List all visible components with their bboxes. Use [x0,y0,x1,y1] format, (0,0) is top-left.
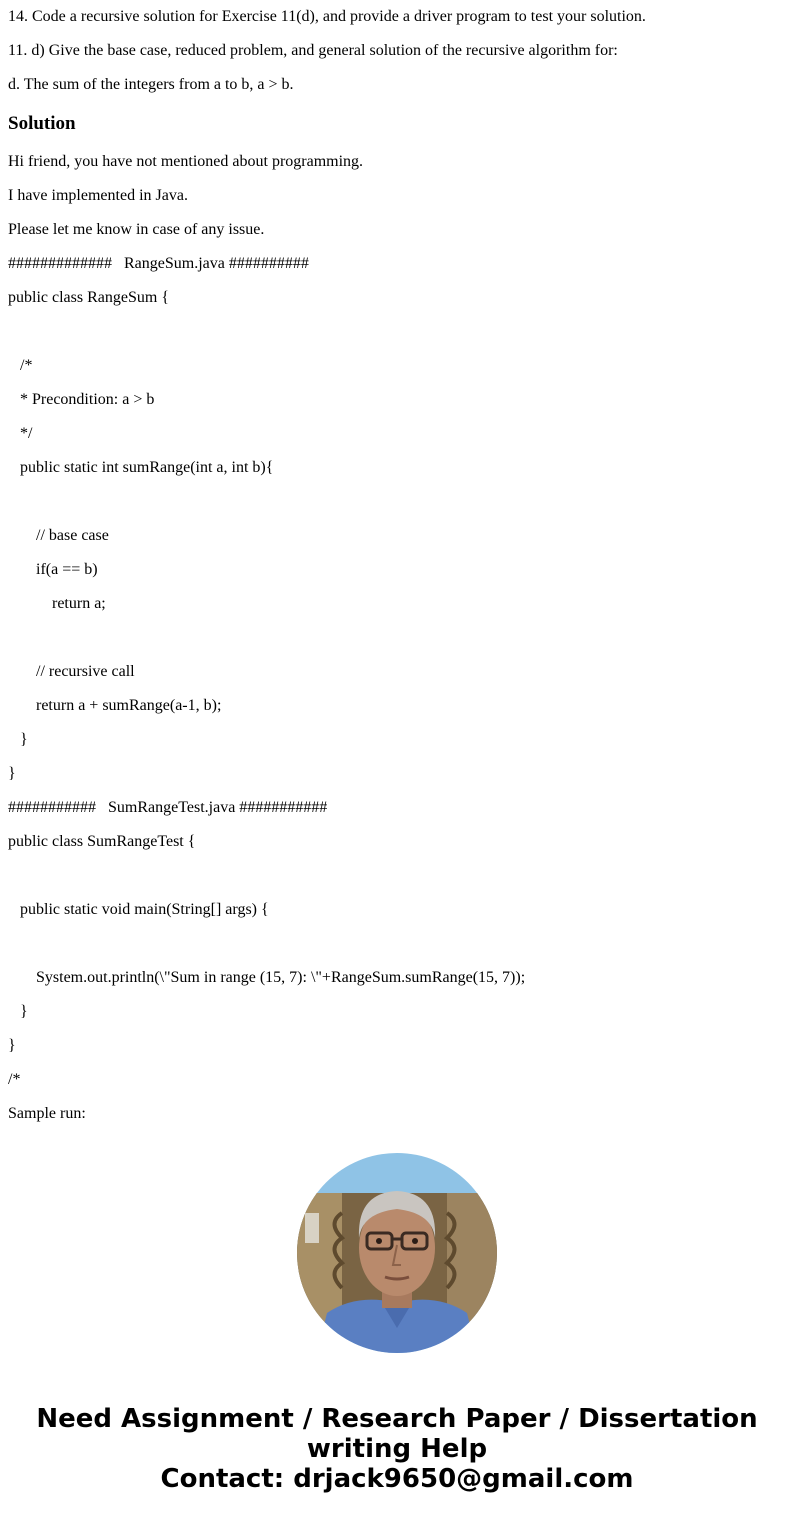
intro-line-2: I have implemented in Java. [8,187,188,204]
code-line: public class RangeSum { [8,289,169,306]
code-line: } [8,765,16,782]
code-line: return a; [8,595,106,612]
code-line: /* [8,357,33,374]
promo-line-1: Need Assignment / Research Paper / Dissertation [36,1404,758,1434]
code-line: return a + sumRange(a-1, b); [8,697,222,714]
code-line: Sample run: [8,1105,86,1122]
code-line: ############# RangeSum.java ########## [8,255,309,272]
code-line: * Precondition: a > b [8,391,155,408]
code-line: if(a == b) [8,561,98,578]
code-line: } [8,731,28,748]
code-line: public static int sumRange(int a, int b){ [8,459,274,476]
intro-line-3: Please let me know in case of any issue. [8,221,265,238]
author-avatar [297,1153,497,1353]
code-line: } [8,1037,16,1054]
code-line: System.out.println(\"Sum in range (15, 7): \"+RangeSum.sumRange(15, 7)); [8,969,526,986]
question-line-3: d. The sum of the integers from a to b, a > b. [8,76,294,93]
code-line: ########### SumRangeTest.java ########### [8,799,328,816]
code-line: public class SumRangeTest { [8,833,196,850]
promo-contact-line: Contact: drjack9650@gmail.com [160,1464,634,1494]
code-line: */ [8,425,33,442]
promo-line-2: writing Help [306,1434,488,1464]
intro-line-1: Hi friend, you have not mentioned about programming. [8,153,364,170]
code-line: // base case [8,527,109,544]
question-line-1: 14. Code a recursive solution for Exercise 11(d), and provide a driver program to test your solution. [8,8,646,25]
code-line: public static void main(String[] args) { [8,901,269,918]
code-line: /* [8,1071,21,1088]
avatar-portrait-image [297,1153,497,1353]
promo-banner [0,1404,794,1494]
solution-heading: Solution [8,113,76,134]
question-line-2: 11. d) Give the base case, reduced problem, and general solution of the recursive algorithm for: [8,42,618,59]
code-line: } [8,1003,28,1020]
code-line: // recursive call [8,663,135,680]
